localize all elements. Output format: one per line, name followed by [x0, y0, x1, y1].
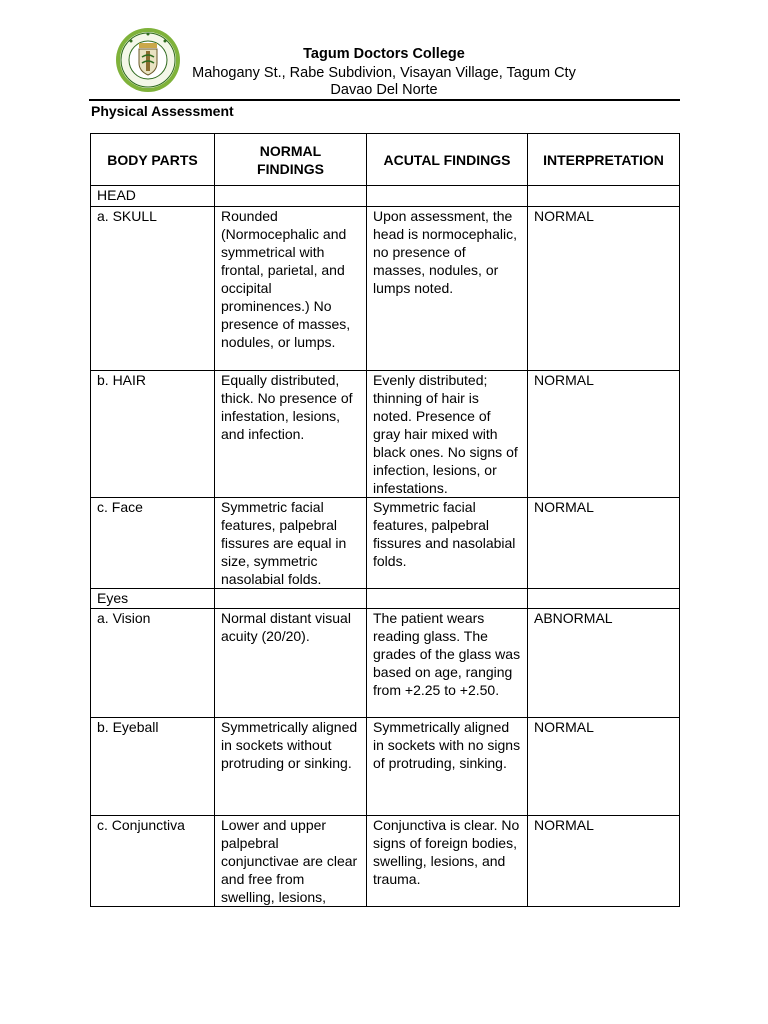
- document-header: [0, 0, 768, 100]
- normal-findings: Lower and upper palpebral conjunctivae are clear and free from swelling, lesions,: [215, 816, 367, 907]
- header-divider: [89, 99, 680, 101]
- table-row: [91, 609, 680, 718]
- body-part: b. Eyeball: [91, 718, 215, 816]
- actual-findings: Upon assessment, the head is normocephalic, no presence of masses, nodules, or lumps noted.: [367, 207, 528, 371]
- actual-findings: Conjunctiva is clear. No signs of foreign bodies, swelling, lesions, and trauma.: [367, 816, 528, 907]
- normal-findings: Equally distributed, thick. No presence of infestation, lesions, and infection.: [215, 371, 367, 498]
- interpretation: NORMAL: [528, 207, 680, 371]
- section-label: Eyes: [91, 589, 215, 609]
- actual-findings: The patient wears reading glass. The grades of the glass was based on age, ranging from +2.25 to +2.50.: [367, 609, 528, 718]
- interpretation: ABNORMAL: [528, 609, 680, 718]
- section-title: Physical Assessment: [91, 103, 234, 119]
- section-label: HEAD: [91, 186, 215, 207]
- column-header-interpretation: INTERPRETATION: [528, 134, 680, 186]
- interpretation: NORMAL: [528, 498, 680, 589]
- college-address: Mahogany St., Rabe Subdivion, Visayan Village, Tagum Cty: [192, 65, 576, 81]
- normal-findings: Symmetrically aligned in sockets without protruding or sinking.: [215, 718, 367, 816]
- normal-findings: Normal distant visual acuity (20/20).: [215, 609, 367, 718]
- body-part: c. Conjunctiva: [91, 816, 215, 907]
- body-part: a. Vision: [91, 609, 215, 718]
- column-header-normal-findings: [215, 134, 367, 186]
- college-name: Tagum Doctors College: [303, 46, 465, 62]
- actual-findings: Symmetric facial features, palpebral fissures and nasolabial folds.: [367, 498, 528, 589]
- table-row: [91, 816, 680, 907]
- normal-findings: Rounded (Normocephalic and symmetrical with frontal, parietal, and occipital prominences.) No presence of masses, nodules, or lumps.: [215, 207, 367, 371]
- normal-findings: Symmetric facial features, palpebral fissures are equal in size, symmetric nasolabial folds.: [215, 498, 367, 589]
- assessment-table: [90, 133, 680, 907]
- table-row: [91, 718, 680, 816]
- column-header-actual-findings: ACUTAL FINDINGS: [367, 134, 528, 186]
- column-header-body-parts: BODY PARTS: [91, 134, 215, 186]
- table-header-row: [91, 134, 680, 186]
- body-part: b. HAIR: [91, 371, 215, 498]
- body-part: a. SKULL: [91, 207, 215, 371]
- section-row-head: [91, 186, 680, 207]
- table-row: [91, 498, 680, 589]
- actual-findings: Evenly distributed; thinning of hair is noted. Presence of gray hair mixed with black ones. No signs of infection, lesions, or infestations.: [367, 371, 528, 498]
- college-province: Davao Del Norte: [330, 82, 438, 98]
- interpretation: NORMAL: [528, 816, 680, 907]
- table-row: [91, 371, 680, 498]
- body-part: c. Face: [91, 498, 215, 589]
- section-row-eyes: [91, 589, 680, 609]
- column-header-normal-findings-text: NORMAL FINDINGS: [257, 142, 324, 177]
- actual-findings: Symmetrically aligned in sockets with no signs of protruding, sinking.: [367, 718, 528, 816]
- table-row: [91, 207, 680, 371]
- interpretation: NORMAL: [528, 371, 680, 498]
- interpretation: NORMAL: [528, 718, 680, 816]
